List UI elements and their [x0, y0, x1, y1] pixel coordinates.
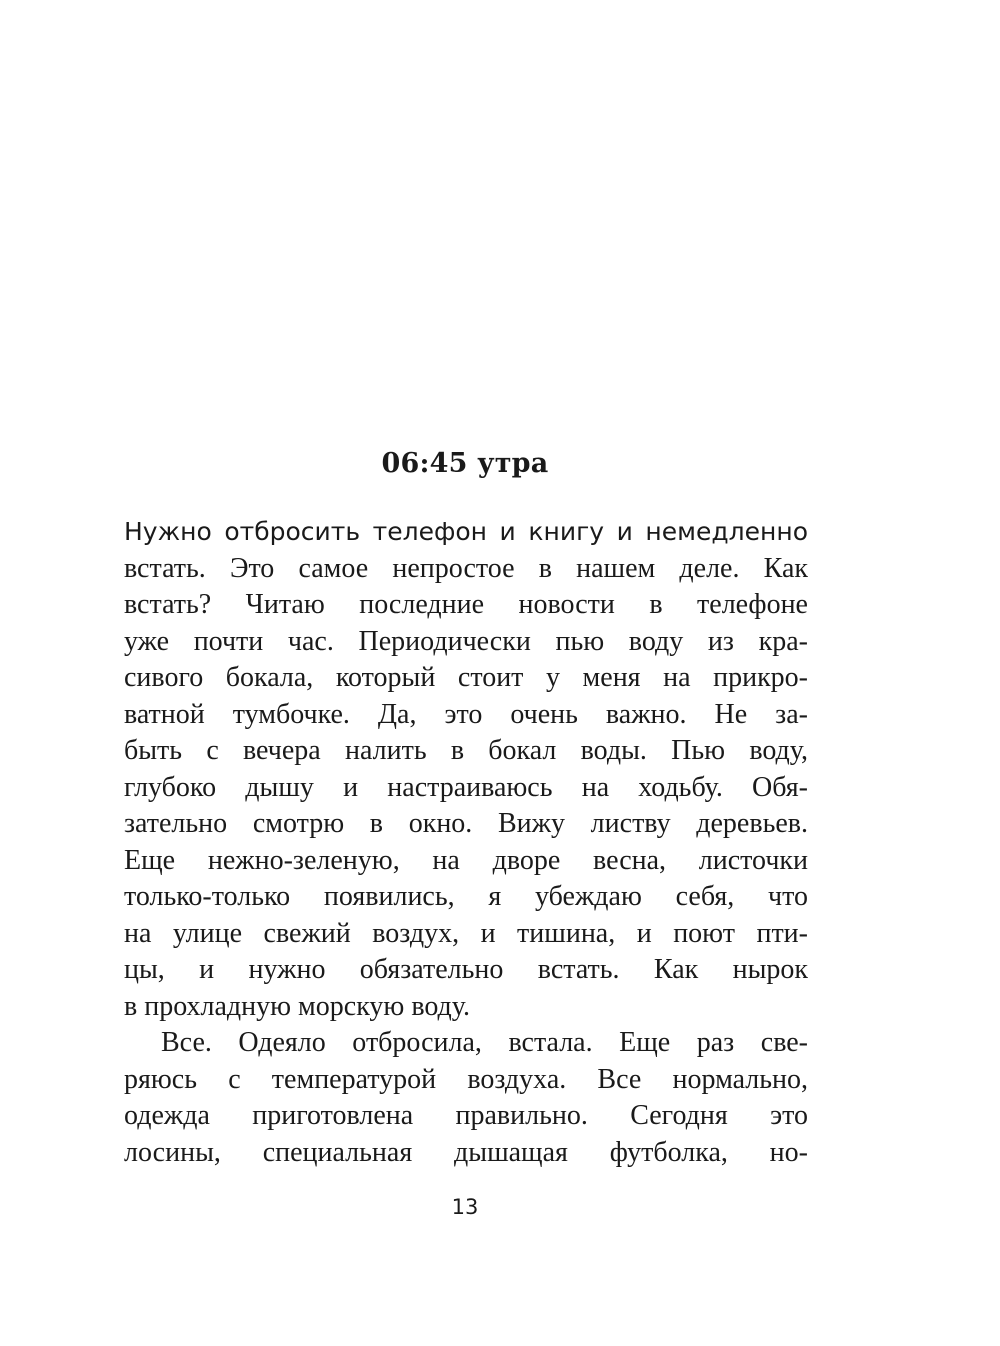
chapter-heading: 06:45 утра: [381, 448, 549, 479]
text-line: только-только появились, я убеждаю себя, что: [124, 881, 808, 912]
text-line: быть с вечера налить в бокал воды. Пью воду,: [124, 735, 808, 766]
text-line: встать. Это самое непростое в нашем деле. Как: [124, 552, 808, 584]
text-line: зательно смотрю в окно. Вижу листву деревьев.: [124, 808, 808, 839]
text-line: лосины, специальная дышащая футболка, но-: [124, 1136, 808, 1168]
text-line: глубоко дышу и настраиваюсь на ходьбу. Обя-: [124, 771, 808, 803]
text-line: сивого бокала, который стоит у меня на прикро-: [124, 662, 808, 693]
text-line: уже почти час. Периодически пью воду из кра-: [124, 625, 808, 657]
text-line: на улице свежий воздух, и тишина, и поют пти-: [124, 917, 808, 949]
text-line: в прохладную морскую воду.: [124, 990, 470, 1022]
text-line: Еще нежно-зеленую, на дворе весна, листочки: [124, 844, 808, 876]
body-text: [124, 514, 808, 1171]
text-line: одежда приготовлена правильно. Сегодня это: [124, 1100, 808, 1131]
text-line: встать? Читаю последние новости в телефоне: [124, 589, 808, 620]
page-number: 13: [451, 1195, 479, 1219]
text-line: Нужно отбросить телефон и книгу и немедленно: [124, 517, 808, 546]
text-line: цы, и нужно обязательно встать. Как нырок: [124, 954, 808, 985]
text-line: ватной тумбочке. Да, это очень важно. Не за-: [124, 698, 808, 730]
text-line: ряюсь с температурой воздуха. Все нормально,: [124, 1063, 808, 1095]
text-line: Все. Одеяло отбросила, встала. Еще раз све-: [161, 1027, 808, 1058]
